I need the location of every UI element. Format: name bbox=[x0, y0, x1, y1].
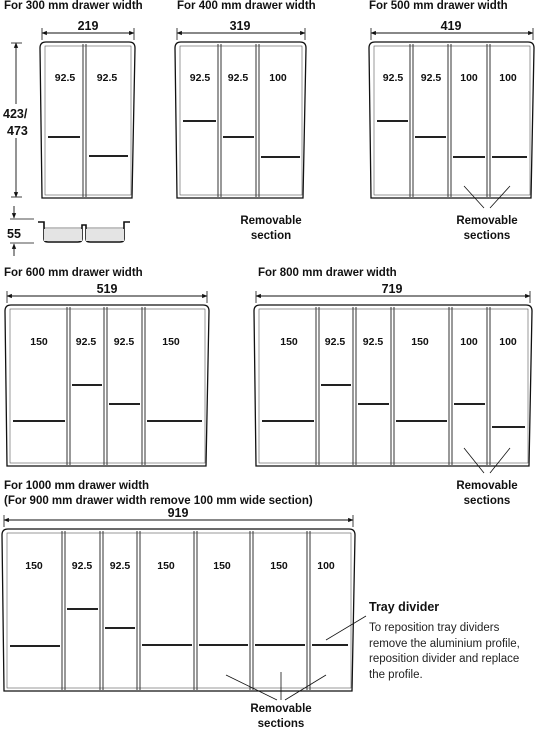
tray-divider-title: Tray divider bbox=[369, 600, 440, 614]
section-width: 150 bbox=[157, 560, 175, 572]
tray-800 bbox=[254, 282, 532, 507]
section-width: 92.5 bbox=[189, 72, 211, 84]
tray-400 bbox=[175, 19, 306, 242]
removable-label: sections bbox=[463, 495, 511, 507]
depth-dim-value: 423/ bbox=[3, 107, 28, 121]
tray-300 bbox=[2, 19, 135, 256]
width-dim-value: 519 bbox=[96, 282, 118, 296]
tray-outline bbox=[2, 529, 355, 691]
section-width: 150 bbox=[411, 336, 429, 348]
removable-label: Removable bbox=[456, 480, 518, 492]
width-dim-value: 919 bbox=[167, 506, 189, 520]
caption-400: For 400 mm drawer width bbox=[177, 0, 316, 12]
section-width: 92.5 bbox=[54, 72, 76, 84]
section-width: 92.5 bbox=[109, 560, 131, 572]
caption-1000: For 1000 mm drawer width bbox=[4, 480, 150, 492]
caption-900: (For 900 mm drawer width remove 100 mm wide section) bbox=[4, 495, 313, 507]
tray-divider-text: To reposition tray dividers remove the aluminium profile, reposition divider and replace the profile. bbox=[369, 622, 520, 681]
width-dim-value: 719 bbox=[381, 282, 403, 296]
removable-label: sections bbox=[257, 718, 305, 730]
removable-label: Removable bbox=[456, 215, 518, 227]
section-width: 150 bbox=[213, 560, 231, 572]
caption-500: For 500 mm drawer width bbox=[369, 0, 508, 12]
caption-800: For 800 mm drawer width bbox=[258, 267, 397, 279]
section-width: 100 bbox=[499, 336, 517, 348]
section-width: 92.5 bbox=[96, 72, 118, 84]
section-width: 92.5 bbox=[382, 72, 404, 84]
section-width: 92.5 bbox=[113, 336, 135, 348]
width-dim-value: 419 bbox=[440, 19, 462, 33]
tray-1000 bbox=[2, 506, 366, 730]
removable-label: section bbox=[250, 230, 292, 242]
section-width: 100 bbox=[460, 336, 478, 348]
section-width: 150 bbox=[25, 560, 43, 572]
section-width: 150 bbox=[280, 336, 298, 348]
section-width: 92.5 bbox=[362, 336, 384, 348]
section-width: 92.5 bbox=[75, 336, 97, 348]
section-width: 150 bbox=[30, 336, 48, 348]
tray-outline bbox=[40, 42, 135, 198]
section-width: 150 bbox=[270, 560, 288, 572]
section-width: 92.5 bbox=[71, 560, 93, 572]
caption-600: For 600 mm drawer width bbox=[4, 267, 143, 279]
caption-300: For 300 mm drawer width bbox=[4, 0, 143, 12]
section-width: 92.5 bbox=[227, 72, 249, 84]
width-dim-value: 219 bbox=[77, 19, 99, 33]
tray-600 bbox=[5, 282, 209, 466]
depth-dim-value: 473 bbox=[7, 124, 28, 138]
height-dim-value: 55 bbox=[7, 227, 21, 241]
section-width: 92.5 bbox=[324, 336, 346, 348]
removable-label: Removable bbox=[240, 215, 302, 227]
removable-label: Removable bbox=[250, 703, 312, 715]
tray-cross-section bbox=[38, 222, 130, 242]
section-width: 100 bbox=[460, 72, 478, 84]
width-dim-value: 319 bbox=[229, 19, 251, 33]
removable-label: sections bbox=[463, 230, 511, 242]
section-width: 100 bbox=[269, 72, 287, 84]
tray-500 bbox=[369, 19, 534, 242]
section-width: 100 bbox=[317, 560, 335, 572]
section-width: 92.5 bbox=[420, 72, 442, 84]
section-width: 150 bbox=[162, 336, 180, 348]
section-width: 100 bbox=[499, 72, 517, 84]
